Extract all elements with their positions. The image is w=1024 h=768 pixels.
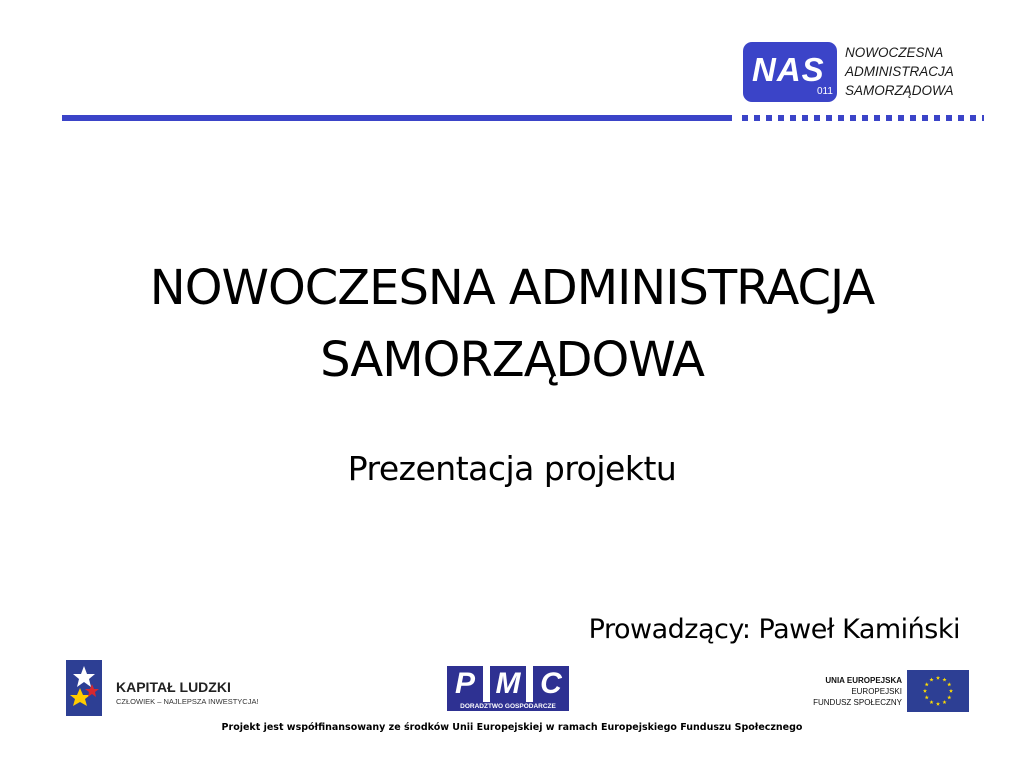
pmc-letter-tile: P	[447, 666, 483, 702]
pmc-letter-tile: M	[490, 666, 526, 702]
nas-logo-code: 011	[817, 86, 833, 97]
kapital-ludzki-logo	[66, 660, 259, 716]
cofinancing-note: Projekt jest współfinansowany ze środków Unii Europejskiej w ramach Europejskiego Funduszu Społecznego	[221, 722, 803, 733]
pmc-letter-tile: C	[533, 666, 569, 702]
slide-title-line: NOWOCZESNA ADMINISTRACJA	[149, 260, 875, 316]
pmc-logo	[447, 666, 569, 710]
slide-title	[62, 252, 962, 396]
kapital-ludzki-star-mark-icon	[66, 660, 102, 716]
slide-subtitle: Prezentacja projektu	[347, 449, 677, 488]
eu-logo-line: EUROPEJSKI	[851, 687, 902, 696]
eu-logo	[812, 670, 972, 714]
eu-logo-text	[813, 675, 902, 708]
pmc-tagline: DORADZTWO GOSPODARCZE	[447, 702, 569, 711]
presenter-label: Prowadzący: Paweł Kamiński	[588, 614, 960, 645]
kapital-ludzki-tagline: CZŁOWIEK – NAJLEPSZA INWESTYCJA!	[116, 697, 259, 706]
eu-logo-line: UNIA EUROPEJSKA	[825, 676, 902, 685]
slide-title-line: SAMORZĄDOWA	[320, 332, 704, 388]
nas-logo	[743, 42, 973, 104]
nas-logo-abbreviation: NAS	[752, 51, 825, 88]
kapital-ludzki-name: KAPITAŁ LUDZKI	[116, 679, 231, 695]
header-rule-solid	[62, 115, 732, 121]
nas-logo-line: NOWOCZESNA	[845, 45, 944, 60]
eu-flag-icon	[907, 670, 969, 712]
header-rule-dotted	[742, 115, 984, 121]
eu-logo-line: FUNDUSZ SPOŁECZNY	[813, 698, 902, 707]
nas-logo-text	[845, 43, 954, 100]
nas-logo-line: SAMORZĄDOWA	[845, 83, 954, 98]
nas-logo-box	[743, 42, 837, 102]
nas-logo-line: ADMINISTRACJA	[845, 64, 954, 79]
